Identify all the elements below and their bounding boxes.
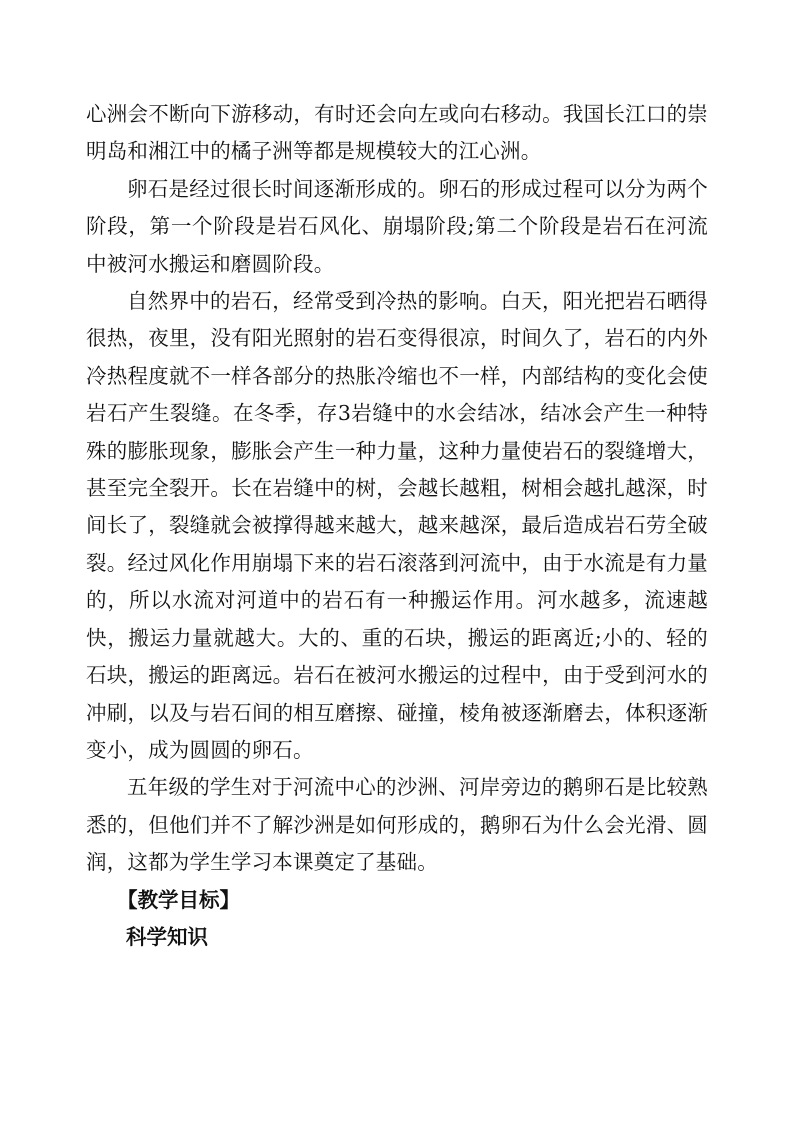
document-body <box>86 96 708 956</box>
paragraph-weathering: 自然界中的岩石，经常受到冷热的影响。白天，阳光把岩石晒得很热，夜里，没有阳光照射的岩石变得很凉，时间久了，岩石的内外冷热程度就不一样各部分的热胀冷缩也不一样，内部结构的变化会使岩石产生裂缝。在冬季，存3岩缝中的水会结冰，结冰会产生一种特殊的膨胀现象，膨胀会产生一种力量，这种力量使岩石的裂缝增大，甚至完全裂开。长在岩缝中的树，会越长越粗，树相会越扎越深，时间长了，裂缝就会被撑得越来越大，越来越深，最后造成岩石劳全破裂。经过风化作用崩塌下来的岩石滚落到河流中，由于水流是有力量的，所以水流对河道中的岩石有一种搬运作用。河水越多，流速越快，搬运力量就越大。大的、重的石块，搬运的距离近;小的、轻的石块，搬运的距离远。岩石在被河水搬运的过程中，由于受到河水的冲刷，以及与岩石间的相互磨擦、碰撞，棱角被逐渐磨去，体积逐渐变小，成为圆圆的卵石。 <box>86 289 708 762</box>
subsection-heading-science-knowledge: 科学知识 <box>126 924 208 949</box>
paragraph-continuation: 心洲会不断向下游移动，有时还会向左或向右移动。我国长江口的崇明岛和湘江中的橘子洲等都是规模较大的江心洲。 <box>86 102 708 164</box>
paragraph-pebble-formation: 卵石是经过很长时间逐渐形成的。卵石的形成过程可以分为两个阶段，第一个阶段是岩石风化、崩塌阶段;第二个阶段是岩石在河流中被河水搬运和磨圆阶段。 <box>86 176 708 276</box>
section-heading-teaching-goals: 【教学目标】 <box>117 887 240 912</box>
paragraph-students: 五年级的学生对于河流中心的沙洲、河岸旁边的鹅卵石是比较熟悉的，但他们并不了解沙洲是如何形成的，鹅卵石为什么会光滑、圆润，这都为学生学习本课奠定了基础。 <box>86 775 708 875</box>
